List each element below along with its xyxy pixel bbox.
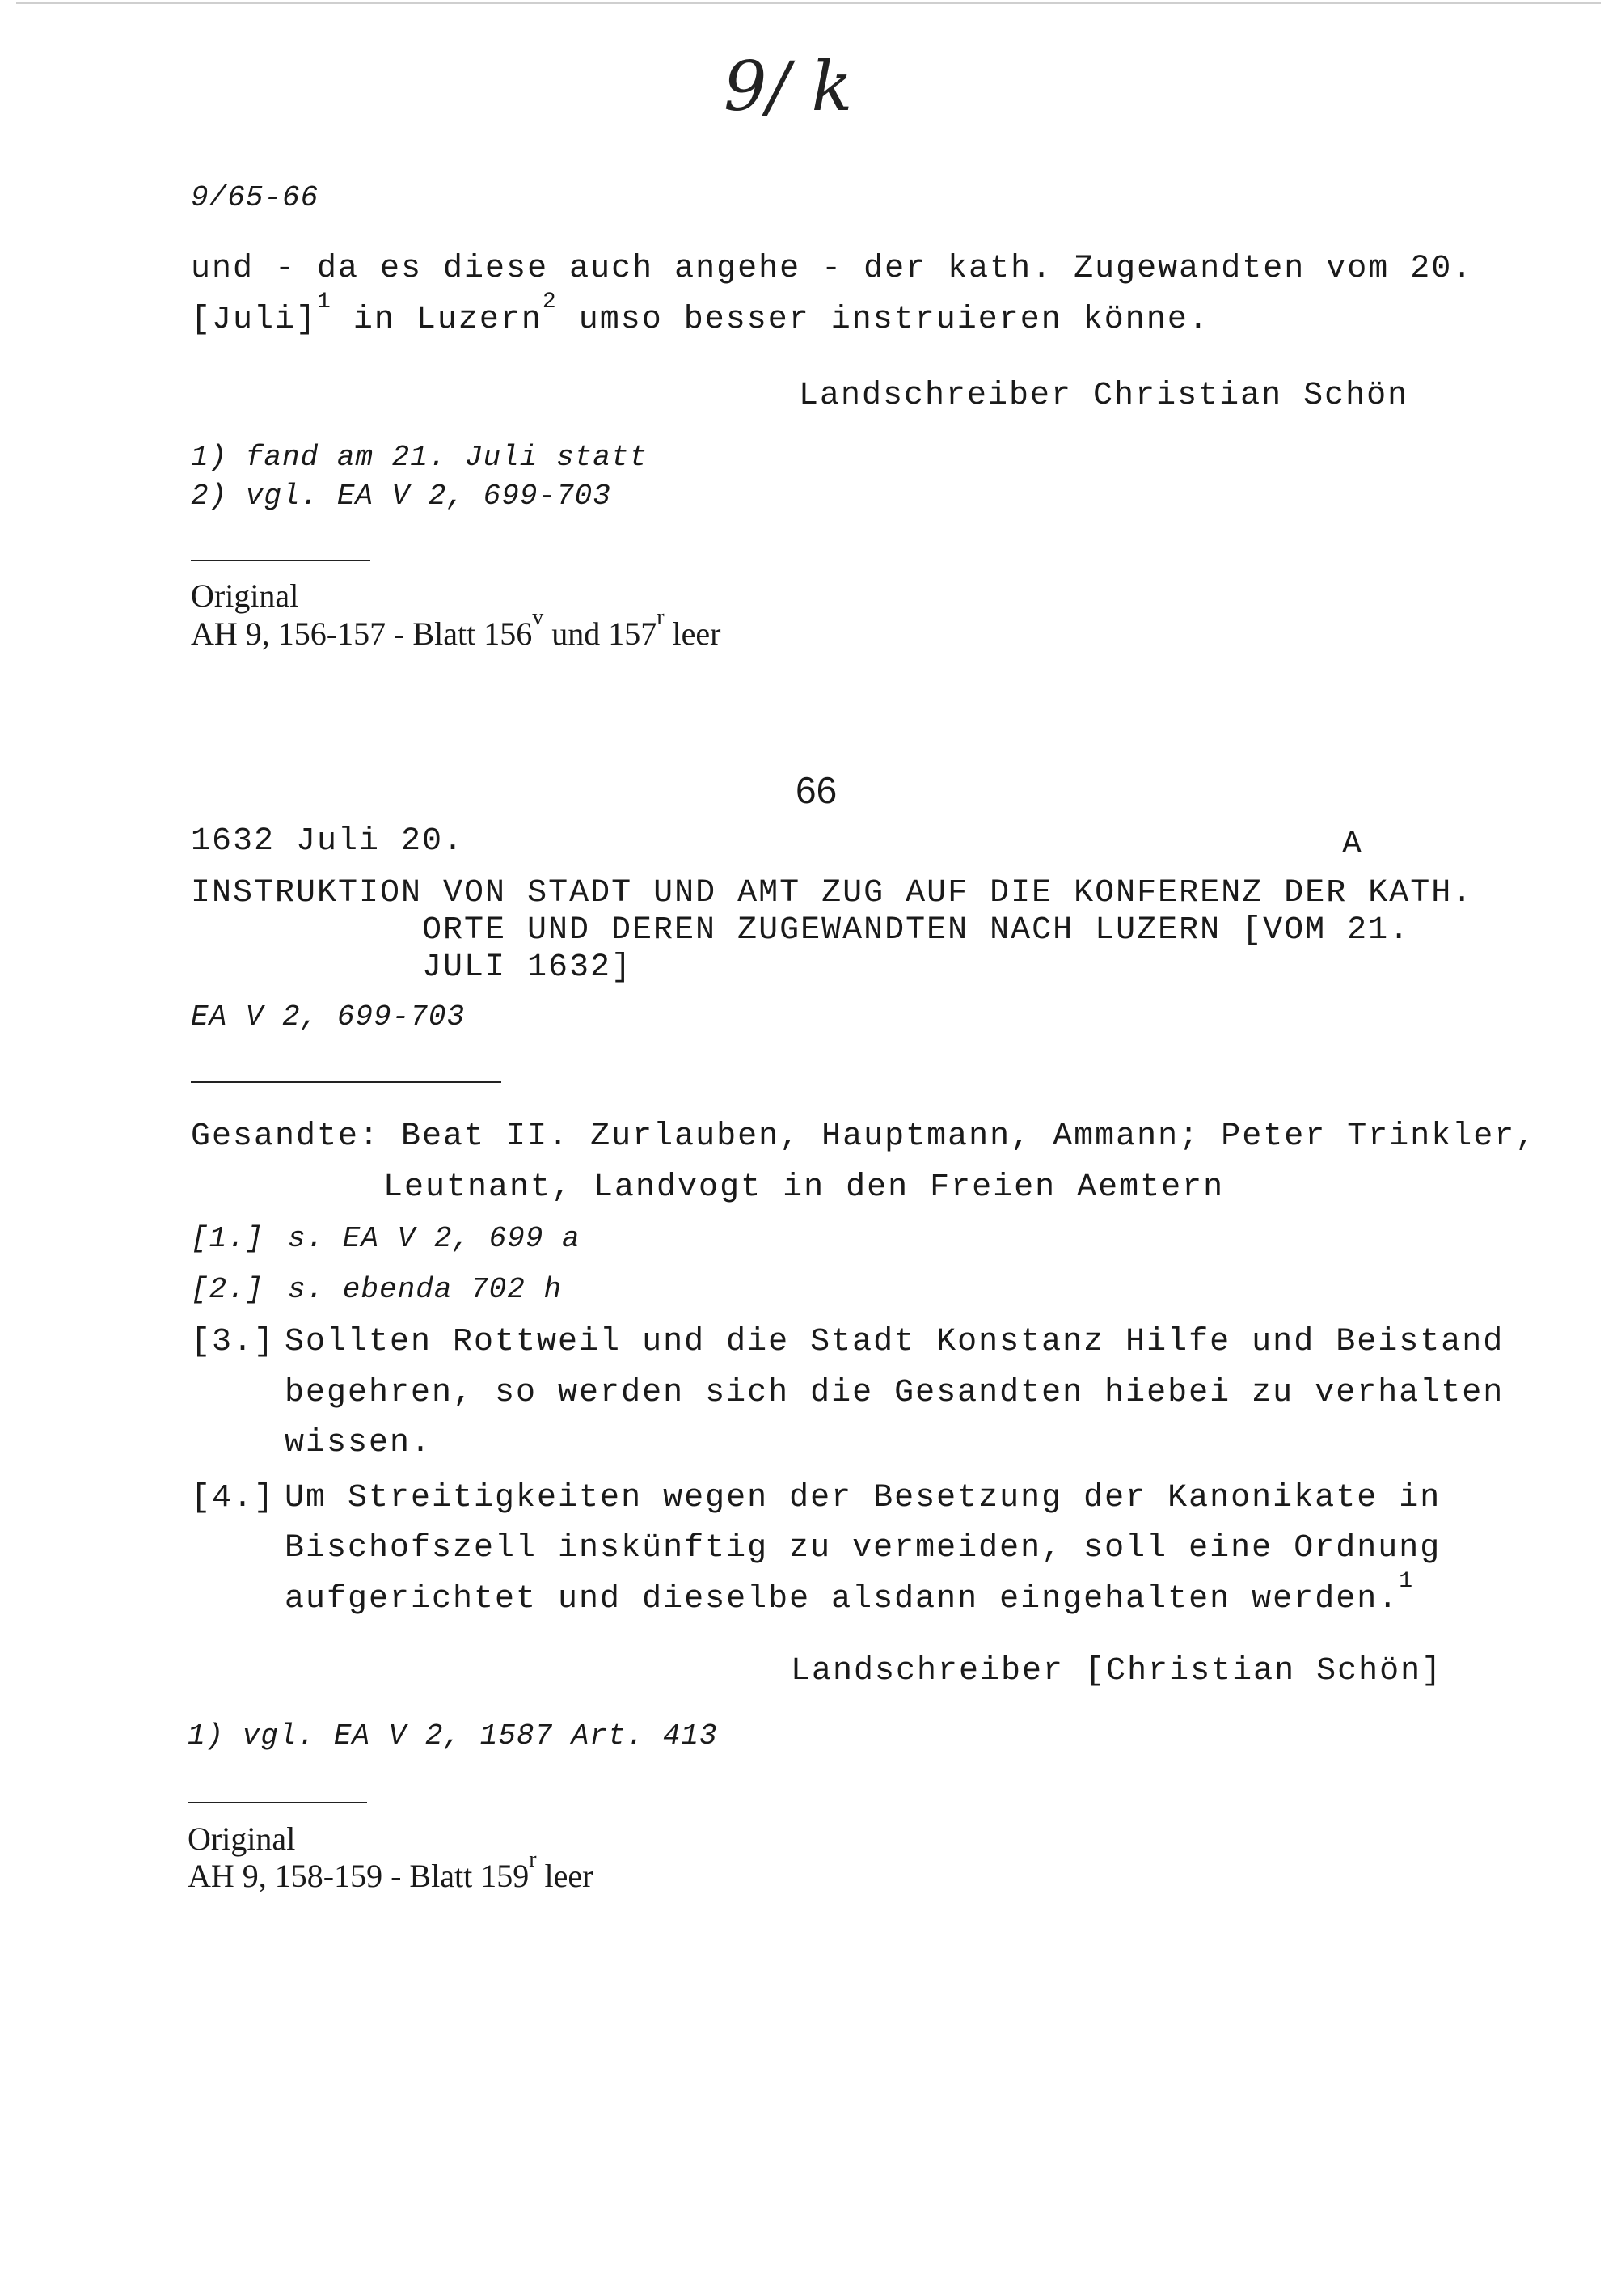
item-number: [1.]: [191, 1222, 264, 1255]
footnote-marker: 2: [542, 289, 558, 315]
document-category: A: [1342, 827, 1364, 863]
envoys-line-2: Leutnant, Landvogt in den Freien Aemtern: [383, 1169, 1225, 1206]
item-text-line-1: Um Streitigkeiten wegen der Besetzung der Kanonikate in: [285, 1480, 1442, 1516]
prev-doc-signature: Landschreiber Christian Schön: [799, 378, 1409, 414]
document-source-label: Original: [188, 1820, 296, 1857]
document-date: 1632 Juli 20.: [191, 823, 465, 860]
separator-rule: [188, 1802, 367, 1803]
document-reference: EA V 2, 699-703: [191, 1000, 466, 1034]
document-number: 66: [796, 769, 838, 811]
footnote-marker: 1: [1399, 1568, 1415, 1594]
item-number: [3.]: [191, 1324, 276, 1360]
prev-doc-footnote-1: 1) fand am 21. Juli statt: [191, 441, 648, 474]
prev-doc-text-line-1: und - da es diese auch angehe - der kath. Zugewandten vom 20.: [191, 251, 1474, 287]
document-signature: Landschreiber [Christian Schön]: [791, 1653, 1443, 1689]
document-source-line: AH 9, 158-159 - Blatt 159$^r$ leer: [188, 1846, 593, 1894]
prev-doc-text-line-2: [Juli]$^1$ in Luzern$^2$ umso besser instruieren könne.: [191, 289, 1210, 338]
item-text-line-2: Bischofszell inskünftig zu vermeiden, soll eine Ordnung: [285, 1530, 1442, 1567]
item-text: s. EA V 2, 699 a: [288, 1222, 581, 1255]
document-title-line-2: ORTE UND DEREN ZUGEWANDTEN NACH LUZERN [VOM 21.: [422, 912, 1411, 949]
item-text-line-2: begehren, so werden sich die Gesandten hiebei zu verhalten: [285, 1375, 1505, 1411]
item-number: [2.]: [191, 1273, 264, 1306]
item-text-line-1: Sollten Rottweil und die Stadt Konstanz Hilfe und Beistand: [285, 1324, 1505, 1360]
item-number: [4.]: [191, 1480, 276, 1516]
separator-rule: [191, 560, 370, 561]
prev-doc-footnote-2: 2) vgl. EA V 2, 699-703: [191, 480, 611, 513]
item-text-line-3: wissen.: [285, 1425, 433, 1461]
document-footnote-1: 1) vgl. EA V 2, 1587 Art. 413: [188, 1719, 718, 1753]
scan-top-edge: [16, 2, 1601, 4]
envoys-line-1: Gesandte: Beat II. Zurlauben, Hauptmann, Ammann; Peter Trinkler,: [191, 1118, 1537, 1155]
prev-doc-source-line: AH 9, 156-157 - Blatt 156$^v$ und 157$^r$ leer: [191, 604, 721, 652]
page-reference-code: 9/65-66: [191, 181, 319, 214]
document-title-line-1: INSTRUKTION VON STADT UND AMT ZUG AUF DIE KONFERENZ DER KATH.: [191, 875, 1474, 911]
separator-rule: [191, 1081, 501, 1083]
document-title-line-3: JULI 1632]: [422, 949, 633, 986]
footnote-marker: 1: [317, 289, 332, 315]
item-text-line-3: aufgerichtet und dieselbe alsdann eingehalten werden.$^1$: [285, 1568, 1415, 1617]
item-text: s. ebenda 702 h: [288, 1273, 563, 1306]
handwritten-reference: 9/ k: [724, 47, 853, 126]
prev-doc-source-label: Original: [191, 577, 299, 614]
